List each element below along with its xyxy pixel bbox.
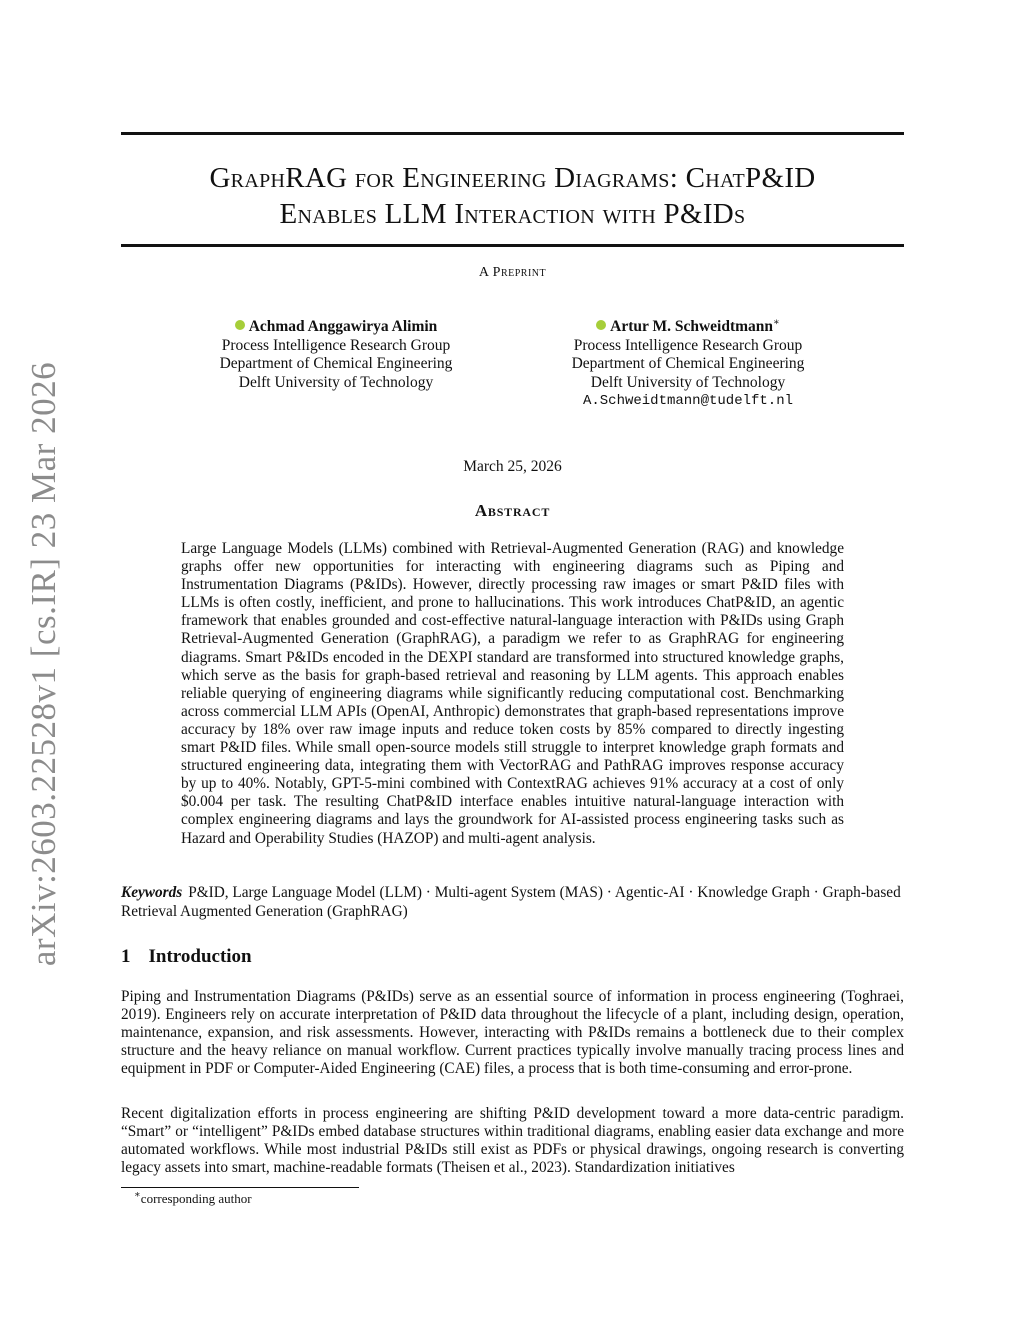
intro-paragraph-2: Recent digitalization efforts in process engineering are shifting P&ID development toward a more data-centric paradigm. “Smart” or “intelligent” P&IDs embed database structures within traditional diagrams, enabling easier data exchange and more automated workflows. While most industrial P&IDs still exist as PDFs or physical drawings, ongoing research is converting legacy assets into smart, machine-readable formats (Theisen et al., 2023). Standardization initiatives (121, 1105, 904, 1177)
paper-title (121, 160, 904, 232)
keywords-label: Keywords (121, 884, 183, 901)
preprint-label: A Preprint (478, 265, 547, 280)
section-number: 1 (121, 946, 131, 967)
title-bottom-rule (121, 244, 904, 247)
author-group: Process Intelligence Research Group (221, 336, 451, 354)
author-email-link[interactable]: A.Schweidtmann@tudelft.nl (582, 393, 794, 409)
author-department: Department of Chemical Engineering (571, 355, 805, 372)
title-line-2: Enables LLM Interaction with P&IDs (279, 198, 746, 230)
author-university: Delft University of Technology (238, 373, 434, 391)
footnote-text: corresponding author (140, 1191, 252, 1206)
publication-date: March 25, 2026 (463, 458, 562, 475)
footnote (134, 1191, 252, 1207)
orcid-icon[interactable] (235, 320, 245, 330)
keywords-text: P&ID, Large Language Model (LLM) · Multi-agent System (MAS) · Agentic-AI · Knowledge Graph · Graph-based Retrieval Augmented Generation (GraphRAG) (121, 884, 901, 920)
author-block-2 (538, 318, 838, 411)
footnote-rule (121, 1187, 359, 1188)
author-department: Department of Chemical Engineering (219, 355, 453, 372)
intro-paragraph-1: Piping and Instrumentation Diagrams (P&IDs) serve as an essential source of information in process engineering (Toghraei, 2019). Engineers rely on accurate interpretation of P&ID data throughout the lifecycle of a plant, including design, operation, maintenance, expansion, and risk assessments. However, interacting with P&IDs remains a bottleneck due to their complex structure and the heavy reliance on manual workflow. Current practices typically involve manually tracing process lines and equipment in PDF or Computer-Aided Engineering (CAE) files, a process that is both time-consuming and error-prone. (121, 988, 904, 1078)
abstract-heading: Abstract (474, 501, 551, 520)
footnote-mark: ∗ (134, 1189, 141, 1201)
author-name: Achmad Anggawirya Alimin (248, 318, 438, 335)
abstract-text: Large Language Models (LLMs) combined with Retrieval-Augmented Generation (RAG) and knowledge graphs offer new opportunities for interacting with engineering diagrams such as Piping and Instrumentation Diagrams (P&IDs). However, directly processing raw images or smart P&ID files with LLMs is often costly, inefficient, and prone to hallucinations. This work introduces ChatP&ID, an agentic framework that enables grounded and cost-effective natural-language interaction with P&IDs using Graph Retrieval-Augmented Generation (GraphRAG), a paradigm we refer to as GraphRAG for engineering diagrams. Smart P&IDs encoded in the DEXPI standard are transformed into structured knowledge graphs, which serve as the basis for graph-based retrieval and reasoning by LLM agents. This approach enables reliable querying of engineering diagrams while significantly reducing computational cost. Benchmarking across commercial LLM APIs (OpenAI, Anthropic) demonstrates that graph-based representations improve accuracy by 18% over raw image inputs and reduce token costs by 85% compared to directly ingesting smart P&ID files. While small open-source models still struggle to interpret knowledge graph formats and structured engineering data, integrating them with VectorRAG and PathRAG improves response accuracy by up to 40%. Notably, GPT-5-mini combined with ContextRAG achieves 91% accuracy at a cost of only $0.004 per task. The resulting ChatP&ID interface enables intuitive natural-language interaction with complex engineering diagrams and lays the groundwork for AI-assisted process engineering tasks such as Hazard and Operability Studies (HAZOP) and multi-agent analysis. (181, 540, 844, 847)
keywords (121, 884, 904, 921)
section-heading (121, 946, 252, 968)
author-group: Process Intelligence Research Group (573, 336, 803, 354)
title-line-1: GraphRAG for Engineering Diagrams: ChatP&ID (209, 162, 816, 194)
section-title: Introduction (148, 946, 252, 967)
author-name: Artur M. Schweidtmann (610, 318, 774, 335)
title-top-rule (121, 132, 904, 135)
author-block-1 (186, 318, 486, 392)
arxiv-identifier: arXiv:2603.22528v1 [cs.IR] 23 Mar 2026 (24, 361, 63, 967)
corresponding-mark: ∗ (773, 316, 780, 328)
orcid-icon[interactable] (596, 320, 606, 330)
author-university: Delft University of Technology (590, 373, 786, 391)
